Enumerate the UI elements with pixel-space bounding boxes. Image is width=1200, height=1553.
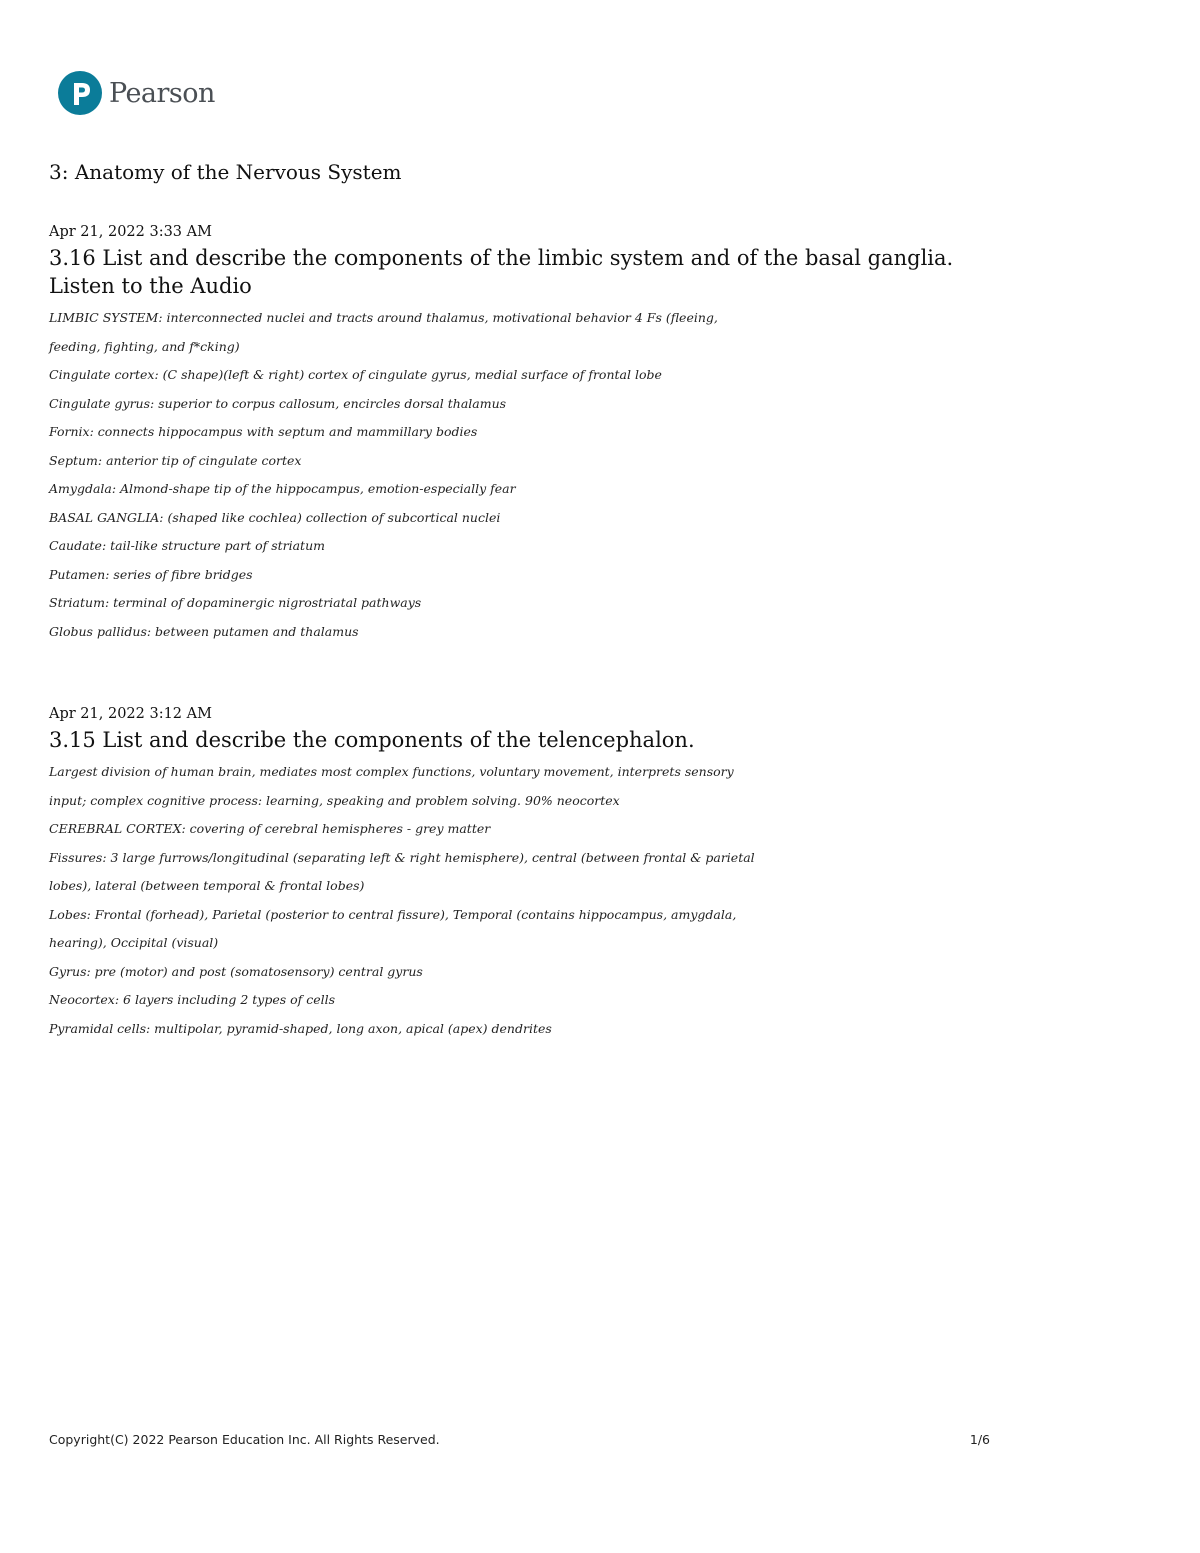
- entry-line: Lobes: Frontal (forhead), Parietal (posterior to central fissure), Temporal (contains hippocampus, amygdala,: [49, 906, 737, 922]
- entry-line: Neocortex: 6 layers including 2 types of cells: [49, 992, 336, 1007]
- copyright-text: Copyright(C) 2022 Pearson Education Inc. All Rights Reserved.: [49, 1432, 440, 1447]
- entry-heading: [49, 244, 1049, 300]
- pearson-logo-text: Pearson: [109, 77, 215, 109]
- entry-line: Globus pallidus: between putamen and thalamus: [49, 623, 359, 639]
- entry-lines: [49, 304, 1049, 646]
- note-entry: [49, 222, 1049, 646]
- entry-line: Cingulate gyrus: superior to corpus callosum, encircles dorsal thalamus: [49, 395, 507, 411]
- entry-line: Striatum: terminal of dopaminergic nigrostriatal pathways: [49, 595, 422, 610]
- pearson-logo-icon: [58, 71, 102, 115]
- entry-line: input; complex cognitive process: learning, speaking and problem solving. 90% neocortex: [49, 792, 620, 808]
- entry-heading-text: 3.15 List and describe the components of the telencephalon.: [49, 728, 695, 752]
- entry-line: Largest division of human brain, mediates most complex functions, voluntary movement, interprets sensory: [49, 764, 734, 779]
- document-title: 3: Anatomy of the Nervous System: [49, 160, 402, 184]
- entry-line: LIMBIC SYSTEM: interconnected nuclei and tracts around thalamus, motivational behavior 4 Fs (fleeing,: [49, 310, 718, 325]
- entry-line: Pyramidal cells: multipolar, pyramid-shaped, long axon, apical (apex) dendrites: [49, 1020, 552, 1036]
- page-footer: [49, 1432, 990, 1447]
- entry-line: Fornix: connects hippocampus with septum and mammillary bodies: [49, 424, 478, 439]
- entry-line: Caudate: tail-like structure part of striatum: [49, 538, 325, 553]
- entry-line: Putamen: series of fibre bridges: [49, 566, 253, 582]
- entry-line: Septum: anterior tip of cingulate cortex: [49, 452, 302, 468]
- entry-line: hearing), Occipital (visual): [49, 935, 219, 950]
- entry-line: Gyrus: pre (motor) and post (somatosensory) central gyrus: [49, 963, 423, 979]
- entry-line: lobes), lateral (between temporal & frontal lobes): [49, 878, 365, 893]
- entry-line: BASAL GANGLIA: (shaped like cochlea) collection of subcortical nuclei: [49, 509, 501, 525]
- entry-line: Fissures: 3 large furrows/longitudinal (separating left & right hemisphere), central (between frontal & parietal: [49, 849, 755, 865]
- entry-line: Amygdala: Almond-shape tip of the hippocampus, emotion-especially fear: [49, 481, 516, 496]
- entry-line: feeding, fighting, and f*cking): [49, 338, 240, 354]
- entry-lines: [49, 758, 1049, 1043]
- entry-date: Apr 21, 2022 3:12 AM: [49, 706, 212, 722]
- entry-heading-text: 3.16 List and describe the components of the limbic system and of the basal ganglia.: [49, 246, 954, 270]
- note-entry: [49, 704, 1049, 1043]
- entry-heading: [49, 726, 1049, 754]
- entry-line: Cingulate cortex: (C shape)(left & right) cortex of cingulate gyrus, medial surface of frontal lobe: [49, 367, 662, 382]
- listen-to-audio-link[interactable]: Listen to the Audio: [49, 274, 252, 298]
- pearson-logo: [58, 72, 215, 114]
- entry-line: CEREBRAL CORTEX: covering of cerebral hemispheres - grey matter: [49, 821, 491, 836]
- entry-date: Apr 21, 2022 3:33 AM: [49, 224, 212, 240]
- page-number: 1/6: [969, 1432, 990, 1447]
